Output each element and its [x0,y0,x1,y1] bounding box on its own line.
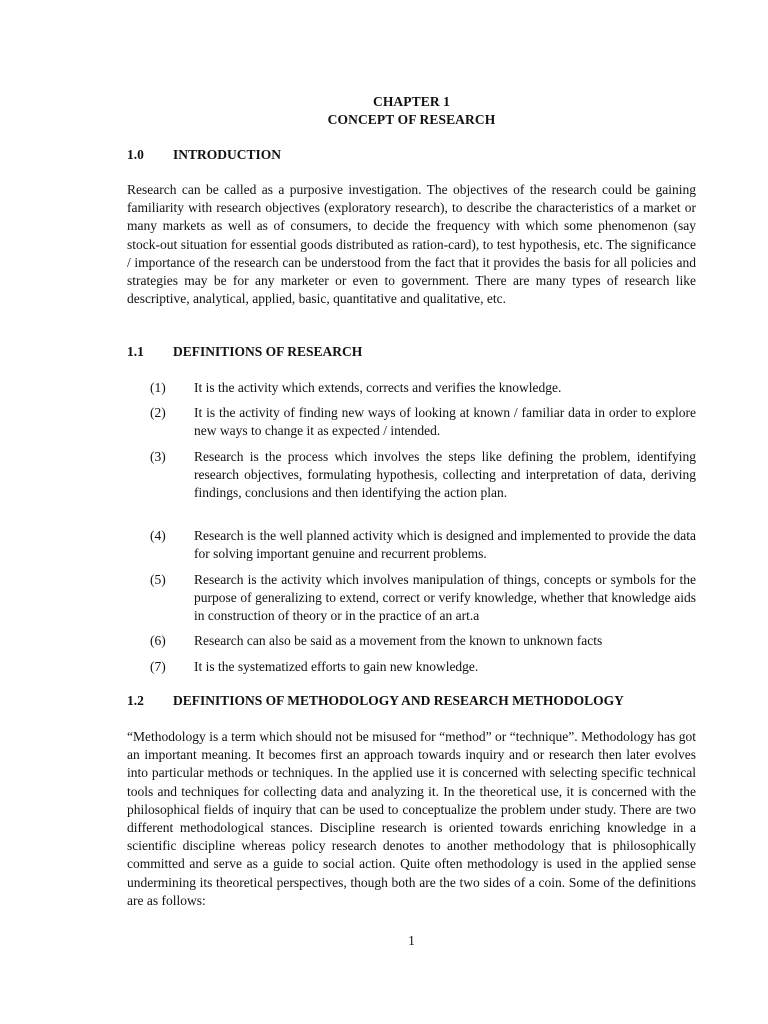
introduction-paragraph: Research can be called as a purposive investigation. The objectives of the research could be gaining familiarity with research objectives (exploratory research), to describe the characteristics of a market or many markets as well as of consumers, to decide the frequency with which some phenomenon (say stock-out situation for essential goods distributed as ration-card), to test hypothesis, etc. The significance / importance of the research can be understood from the fact that it provides the basis for all policies and strategies may be for any marketer or even to government. There are many types of research like descriptive, analytical, applied, basic, quantitative and qualitative, etc. [127,182,696,307]
section-title: DEFINITIONS OF METHODOLOGY AND RESEARCH METHODOLOGY [173,693,624,708]
list-item-text: It is the systematized efforts to gain new knowledge. [194,659,479,674]
section-heading-definitions [127,344,362,360]
list-item-number: (1) [150,380,166,395]
section-number: 1.2 [127,693,144,708]
chapter-label: CHAPTER 1 [372,94,451,109]
list-item-number: (5) [150,572,166,587]
list-item-number: (7) [150,659,166,674]
section-title: INTRODUCTION [173,147,282,162]
section-heading-methodology [127,693,624,709]
page-number: 1 [408,933,415,948]
list-item-text: It is the activity of finding new ways of looking at known / familiar data in order to explore new ways to change it as expected / intended. [194,405,696,439]
section-number: 1.0 [127,147,144,162]
list-item-text: Research can also be said as a movement from the known to unknown facts [194,633,603,648]
list-item-text: Research is the well planned activity which is designed and implemented to provide the data for solving important genuine and recurrent problems. [194,528,696,562]
list-item-text: Research is the activity which involves manipulation of things, concepts or symbols for the purpose of generalizing to extend, correct or verify knowledge, whether that knowledge aids in construction of theory or in the practice of an art.a [194,572,696,624]
list-item-number: (2) [150,405,166,420]
methodology-paragraph: “Methodology is a term which should not be misused for “method” or “technique”. Methodology has got an important meaning. It becomes first an approach towards inquiry and or research then later evolves into particular methods or techniques. In the applied use it is concerned with selecting specific technical tools and techniques for collecting data and analyzing it. In the theoretical use, it is concerned with the philosophical fields of inquiry that can be used to conceptualize the problem under study. There are two different methodological stances. Discipline research is oriented towards enriching knowledge in a scientific discipline whereas policy research denotes to another methodology that is philosophically committed and serve as a guide to social action. Quite often methodology is used in the applied sense undermining its theoretical perspectives, though both are the two sides of a coin. Some of the definitions are as follows: [127,729,696,908]
section-number: 1.1 [127,344,144,359]
list-item-number: (4) [150,528,166,543]
section-heading-introduction [127,147,281,163]
list-item-number: (3) [150,449,166,464]
section-title: DEFINITIONS OF RESEARCH [173,344,363,359]
chapter-title: CONCEPT OF RESEARCH [327,112,496,127]
list-item-text: It is the activity which extends, corrects and verifies the knowledge. [194,380,562,395]
list-item-text: Research is the process which involves the steps like defining the problem, identifying research objectives, formulating hypothesis, collecting and interpretation of data, deriving findings, conclusions and then identifying the action plan. [194,449,696,501]
list-item-number: (6) [150,633,166,648]
